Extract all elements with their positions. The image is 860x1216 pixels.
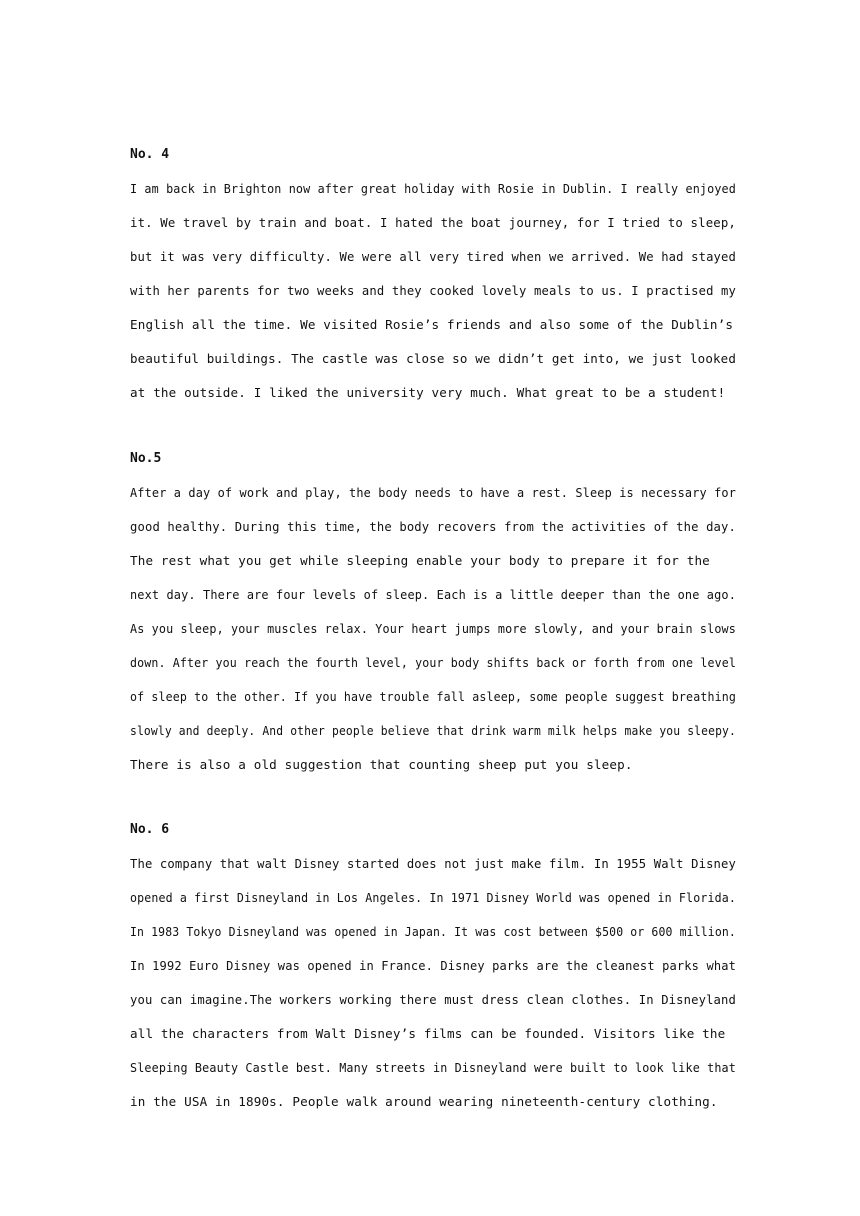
text-line: The company that walt Disney started does not just make film. In 1955 Walt Disney: [130, 856, 737, 871]
text-line: After a day of work and play, the body needs to have a rest. Sleep is necessary for: [130, 485, 737, 500]
text-line: all the characters from Walt Disney’s films can be founded. Visitors like the: [130, 1026, 726, 1041]
text-line: beautiful buildings. The castle was close so we didn’t get into, we just looked: [130, 351, 737, 366]
text-line: slowly and deeply. And other people believe that drink warm milk helps make you sleepy.: [130, 723, 736, 738]
text-line: As you sleep, your muscles relax. Your heart jumps more slowly, and your brain slows: [130, 621, 736, 636]
text-line: it. We travel by train and boat. I hated the boat journey, for I tried to sleep,: [130, 215, 737, 230]
passage-text: [130, 476, 740, 782]
passage-text: [130, 847, 740, 1119]
passage-no-5: [130, 442, 740, 782]
passage-text: [130, 172, 740, 410]
text-line: down. After you reach the fourth level, your body shifts back or forth from one level: [130, 655, 736, 670]
passage-no-4: [130, 138, 740, 410]
text-line: good healthy. During this time, the body recovers from the activities of the day.: [130, 519, 737, 534]
text-line: but it was very difficulty. We were all very tired when we arrived. We had stayed: [130, 249, 737, 264]
text-line: of sleep to the other. If you have trouble fall asleep, some people suggest breathing: [130, 689, 736, 704]
text-line: next day. There are four levels of sleep. Each is a little deeper than the one ago.: [130, 587, 737, 602]
passage-heading: No. 6: [130, 822, 170, 837]
text-line: The rest what you get while sleeping enable your body to prepare it for the: [130, 553, 710, 568]
text-line: In 1983 Tokyo Disneyland was opened in Japan. It was cost between $500 or 600 million.: [130, 924, 736, 939]
passage-heading: No.5: [130, 451, 162, 466]
text-line: at the outside. I liked the university very much. What great to be a student!: [130, 385, 726, 400]
text-line: There is also a old suggestion that counting sheep put you sleep.: [130, 757, 633, 772]
text-line: opened a first Disneyland in Los Angeles. In 1971 Disney World was opened in Florida.: [130, 890, 736, 905]
text-line: I am back in Brighton now after great holiday with Rosie in Dublin. I really enjoyed: [130, 181, 736, 196]
text-line: in the USA in 1890s. People walk around wearing nineteenth-century clothing.: [130, 1094, 718, 1109]
text-line: with her parents for two weeks and they cooked lovely meals to us. I practised my: [130, 283, 737, 298]
text-line: English all the time. We visited Rosie’s friends and also some of the Dublin’s: [130, 317, 734, 332]
passage-heading: No. 4: [130, 147, 170, 162]
text-line: In 1992 Euro Disney was opened in France. Disney parks are the cleanest parks what: [130, 958, 737, 973]
text-line: Sleeping Beauty Castle best. Many streets in Disneyland were built to look like that: [130, 1060, 736, 1075]
passage-no-6: [130, 813, 740, 1119]
text-line: you can imagine.The workers working there must dress clean clothes. In Disneyland: [130, 992, 737, 1007]
